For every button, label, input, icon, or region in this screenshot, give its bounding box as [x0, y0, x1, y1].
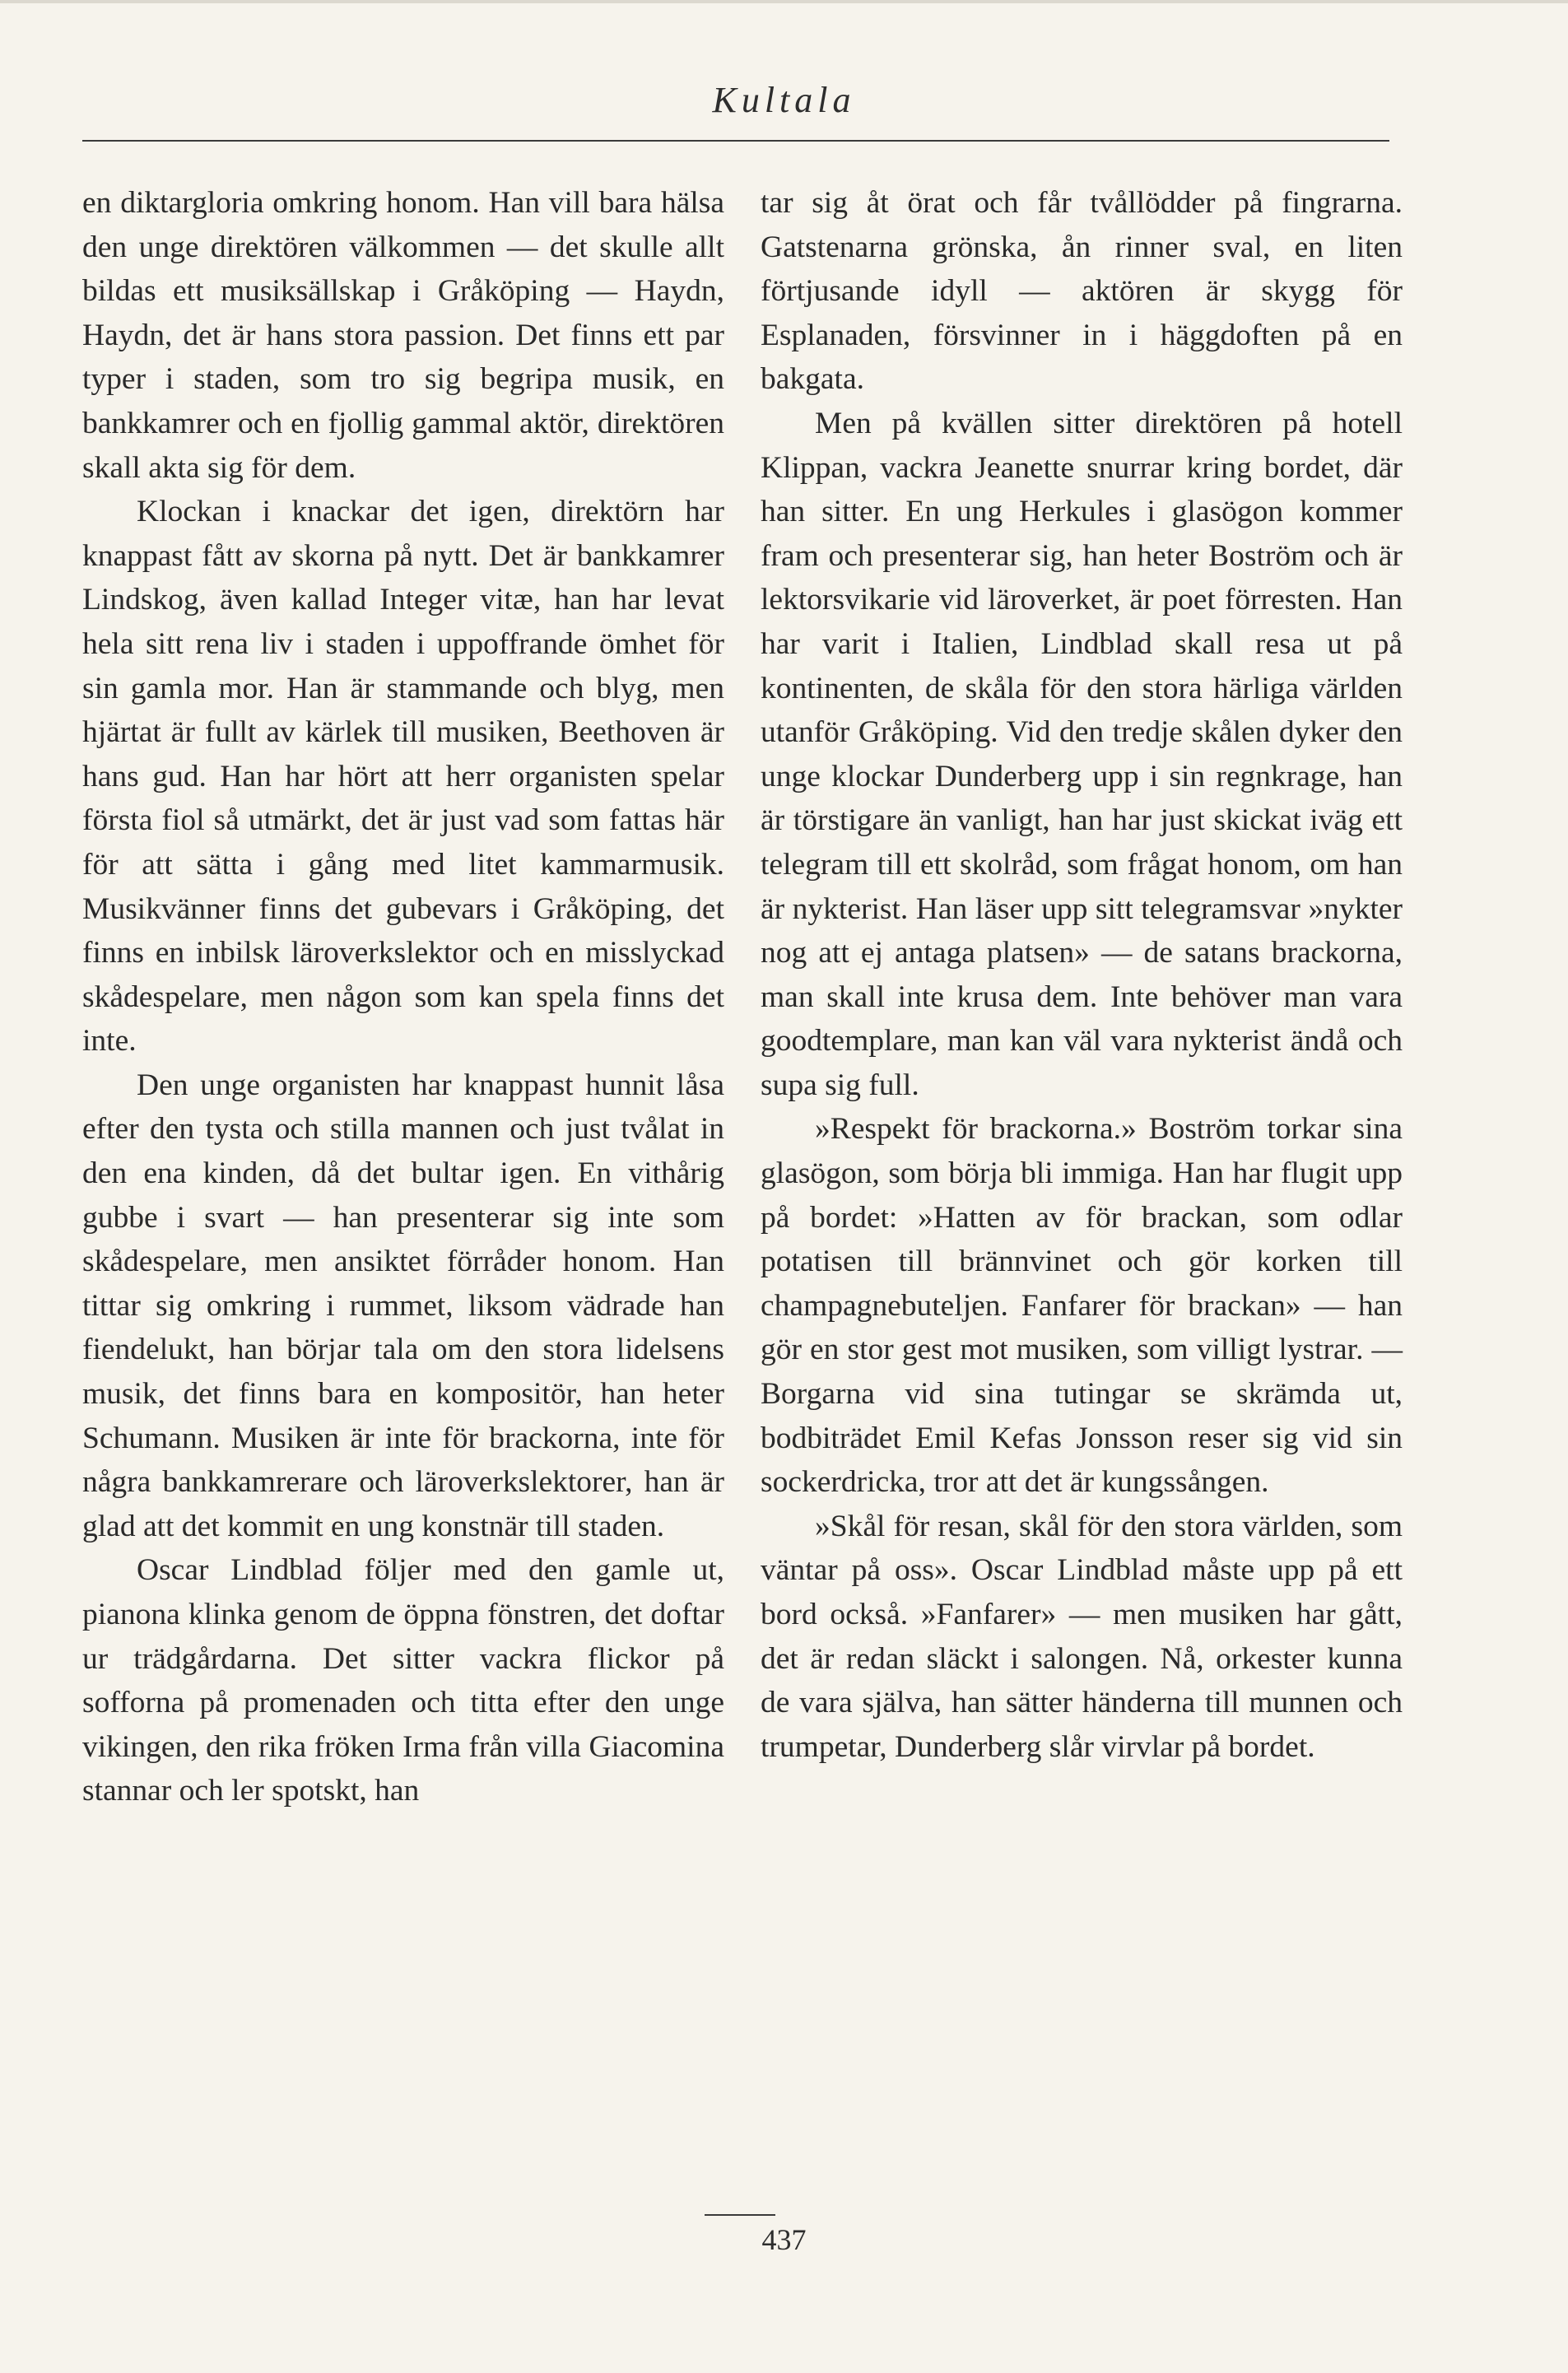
paragraph: Den unge organisten har knappast hunnit låsa efter den tysta och stilla mannen och just tvålat in den ena kinden, då det bultar igen. En vithårig gubbe i svart — han presenterar sig inte som skådespelare, men ansiktet förråder honom. Han tittar sig omkring i rummet, liksom vädrade han fiendelukt, han börjar tala om den stora lidelsens musik, det finns bara en kompositör, han heter Schumann. Musiken är inte för brackorna, inte för några bankkamrerare och läroverkslektorer, han är glad att det kommit en ung konstnär till staden. [82, 1068, 724, 1543]
scan-edge [0, 0, 1568, 3]
paragraph: »Respekt för brackorna.» Boström torkar sina glasögon, som börja bli immiga. Han har flugit upp på bordet: »Hatten av för brackan, som odlar potatisen till brännvinet och gör korken till champagnebuteljen. Fanfarer för brackan» — han gör en stor gest mot musiken, som villigt lystrar. — Borgarna vid sina tutingar se skrämda ut, bodbiträdet Emil Kefas Jonsson reser sig vid sin sockerdricka, tror att det är kungssången. [761, 1112, 1403, 1500]
paragraph: Klockan i knackar det igen, direktörn har knappast fått av skorna på nytt. Det är bankkamrer Lindskog, även kallad Integer vitæ, han har levat hela sitt rena liv i staden i uppoffrande ömhet för sin gamla mor. Han är stammande och blyg, men hjärtat är fullt av kärlek till musiken, Beethoven är hans gud. Han har hört att herr organisten spelar första fiol så utmärkt, det är just vad som fattas här för att sätta i gång med litet kammarmusik. Musikvänner finns det gubevars i Gråköping, det finns en inbilsk läroverkslektor och en misslyckad skådespelare, men någon som kan spela finns det inte. [82, 495, 724, 1059]
page-number: 437 [761, 2223, 807, 2256]
folio-rule [705, 2214, 775, 2216]
header-rule [82, 140, 1389, 142]
left-column [82, 181, 724, 1813]
paragraph: Men på kvällen sitter direktören på hotell Klippan, vackra Jeanette snurrar kring bordet, där han sitter. En ung Herkules i glasögon kommer fram och presenterar sig, han heter Boström och är lektorsvikarie vid läroverket, är poet förresten. Han har varit i Italien, Lindblad skall resa ut på kontinenten, de skåla för den stora härliga världen utanför Gråköping. Vid den tredje skålen dyker den unge klockar Dunderberg upp i sin regnkrage, han är törstigare än vanligt, han har just skickat iväg ett telegram till ett skolråd, som frågat honom, om han är nykterist. Han läser upp sitt telegramsvar »nykter nog att ej antaga platsen» — de satans brackorna, man skall inte krusa dem. Inte behöver man vara goodtemplare, man kan väl vara nykterist ändå och supa sig full. [761, 406, 1403, 1102]
right-column [761, 181, 1403, 1769]
paragraph: tar sig åt örat och får tvållödder på fingrarna. Gatstenarna grönska, ån rinner sval, en liten förtjusande idyll — aktören är skygg för Esplanaden, försvinner in i häggdoften på en bakgata. [761, 186, 1403, 397]
running-title: Kultala [712, 80, 856, 120]
paragraph: »Skål för resan, skål för den stora världen, som väntar på oss». Oscar Lindblad måste upp på ett bord också. »Fanfarer» — men musiken har gått, det är redan släckt i salongen. Nå, orkester kunna de vara själva, han sätter händerna till munnen och trumpetar, Dunderberg slår virvlar på bordet. [761, 1509, 1403, 1764]
paragraph: en diktargloria omkring honom. Han vill bara hälsa den unge direktören välkommen — det skulle allt bildas ett musiksällskap i Gråköping — Haydn, Haydn, det är hans stora passion. Det finns ett par typer i staden, som tro sig begripa musik, en bankkamrer och en fjollig gammal aktör, direktören skall akta sig för dem. [82, 186, 724, 485]
paragraph: Oscar Lindblad följer med den gamle ut, pianona klinka genom de öppna fönstren, det doftar ur trädgårdarna. Det sitter vackra flickor på sofforna på promenaden och titta efter den unge vikingen, den rika fröken Irma från villa Giacomina stannar och ler spotskt, han [82, 1553, 724, 1808]
